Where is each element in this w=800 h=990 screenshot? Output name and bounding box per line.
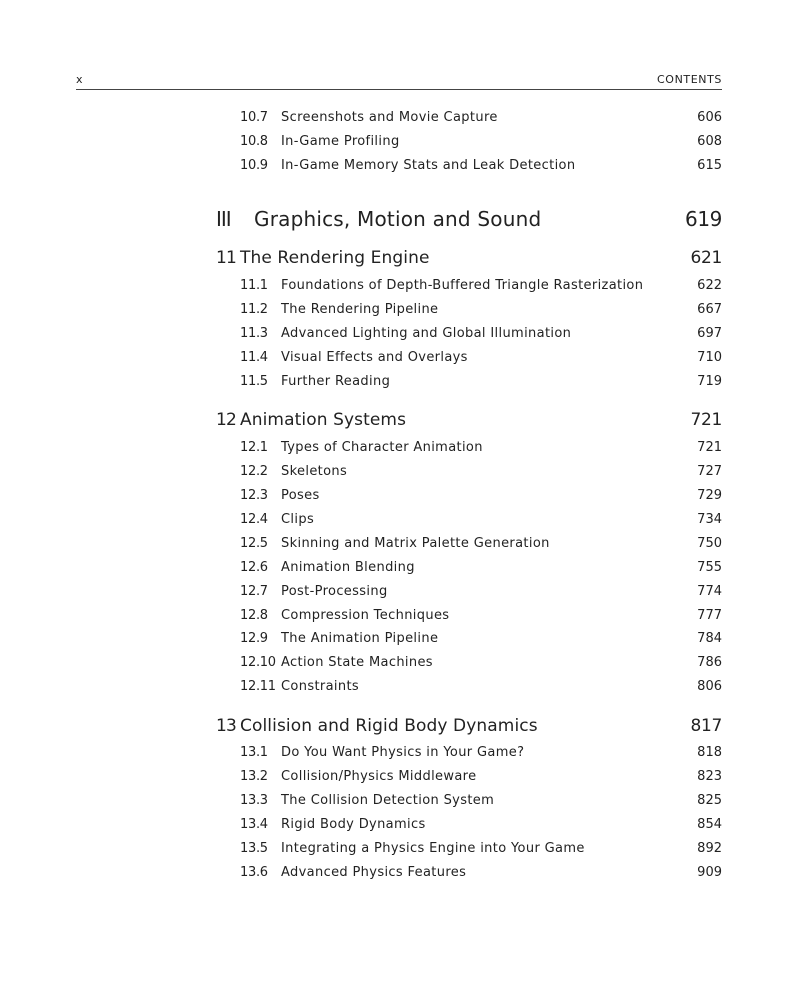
section-title: Skeletons <box>281 464 348 479</box>
section-title: Post-Processing <box>281 584 388 599</box>
section-number: 10.9 <box>240 158 268 173</box>
section-number: 13.4 <box>240 817 268 832</box>
section-page: 784 <box>697 631 722 646</box>
section-page: 786 <box>697 655 722 670</box>
section-page: 892 <box>697 841 722 856</box>
section-title: Foundations of Depth-Buffered Triangle Rasterization <box>281 278 644 293</box>
chapter-page: 817 <box>690 716 722 736</box>
section-page: 710 <box>697 350 722 365</box>
section-number: 12.10 <box>240 655 276 670</box>
chapter-title: Animation Systems <box>240 410 407 430</box>
section-title: Do You Want Physics in Your Game? <box>281 745 525 760</box>
section-number: 12.2 <box>240 464 268 479</box>
section-page: 818 <box>697 745 722 760</box>
section-number: 10.7 <box>240 110 268 125</box>
chapter-page: 621 <box>690 248 722 268</box>
section-title: The Rendering Pipeline <box>281 302 439 317</box>
section-number: 12.4 <box>240 512 268 527</box>
section-number: 11.1 <box>240 278 268 293</box>
part-number: III <box>216 207 231 231</box>
section-number: 12.11 <box>240 679 276 694</box>
section-number: 12.6 <box>240 560 268 575</box>
section-title: Skinning and Matrix Palette Generation <box>281 536 550 551</box>
section-number: 11.2 <box>240 302 268 317</box>
section-page: 721 <box>697 440 722 455</box>
section-number: 12.3 <box>240 488 268 503</box>
section-number: 13.2 <box>240 769 268 784</box>
section-title: Poses <box>281 488 320 503</box>
section-page: 729 <box>697 488 722 503</box>
section-page: 755 <box>697 560 722 575</box>
section-number: 12.1 <box>240 440 268 455</box>
section-page: 606 <box>697 110 722 125</box>
section-number: 11.5 <box>240 374 268 389</box>
section-page: 825 <box>697 793 722 808</box>
section-number: 11.4 <box>240 350 268 365</box>
section-title: Action State Machines <box>281 655 433 670</box>
chapter-number: 12 <box>216 410 237 430</box>
section-page: 806 <box>697 679 722 694</box>
section-title: Rigid Body Dynamics <box>281 817 426 832</box>
section-page: 909 <box>697 865 722 880</box>
page-number: x <box>76 73 84 86</box>
section-number: 10.8 <box>240 134 268 149</box>
chapter-number: 11 <box>216 248 237 268</box>
chapter-title: The Rendering Engine <box>240 248 430 268</box>
section-title: In-Game Profiling <box>281 134 400 149</box>
section-title: Screenshots and Movie Capture <box>281 110 498 125</box>
section-page: 727 <box>697 464 722 479</box>
section-page: 750 <box>697 536 722 551</box>
section-title: Clips <box>281 512 315 527</box>
section-page: 823 <box>697 769 722 784</box>
section-title: Collision/Physics Middleware <box>281 769 477 784</box>
chapter-page: 721 <box>690 410 722 430</box>
section-number: 11.3 <box>240 326 268 341</box>
section-page: 719 <box>697 374 722 389</box>
running-header <box>76 73 722 90</box>
running-title: CONTENTS <box>657 73 722 86</box>
section-number: 13.1 <box>240 745 268 760</box>
section-title: Types of Character Animation <box>281 440 483 455</box>
section-number: 13.5 <box>240 841 268 856</box>
section-number: 12.9 <box>240 631 268 646</box>
section-page: 615 <box>697 158 722 173</box>
section-page: 777 <box>697 608 722 623</box>
section-number: 12.7 <box>240 584 268 599</box>
section-title: Advanced Physics Features <box>281 865 467 880</box>
section-title: Animation Blending <box>281 560 415 575</box>
section-page: 667 <box>697 302 722 317</box>
section-page: 608 <box>697 134 722 149</box>
section-title: Visual Effects and Overlays <box>281 350 468 365</box>
section-title: In-Game Memory Stats and Leak Detection <box>281 158 576 173</box>
section-title: Further Reading <box>281 374 391 389</box>
section-page: 854 <box>697 817 722 832</box>
section-page: 622 <box>697 278 722 293</box>
section-page: 774 <box>697 584 722 599</box>
part-page: 619 <box>685 207 722 231</box>
section-title: Constraints <box>281 679 360 694</box>
section-page: 697 <box>697 326 722 341</box>
section-title: The Collision Detection System <box>281 793 495 808</box>
section-number: 12.8 <box>240 608 268 623</box>
section-number: 13.3 <box>240 793 268 808</box>
chapter-title: Collision and Rigid Body Dynamics <box>240 716 538 736</box>
chapter-number: 13 <box>216 716 237 736</box>
section-number: 12.5 <box>240 536 268 551</box>
section-title: The Animation Pipeline <box>281 631 439 646</box>
part-title: Graphics, Motion and Sound <box>254 207 542 231</box>
section-page: 734 <box>697 512 722 527</box>
section-title: Compression Techniques <box>281 608 450 623</box>
section-title: Advanced Lighting and Global Illumination <box>281 326 572 341</box>
section-number: 13.6 <box>240 865 268 880</box>
section-title: Integrating a Physics Engine into Your Game <box>281 841 585 856</box>
